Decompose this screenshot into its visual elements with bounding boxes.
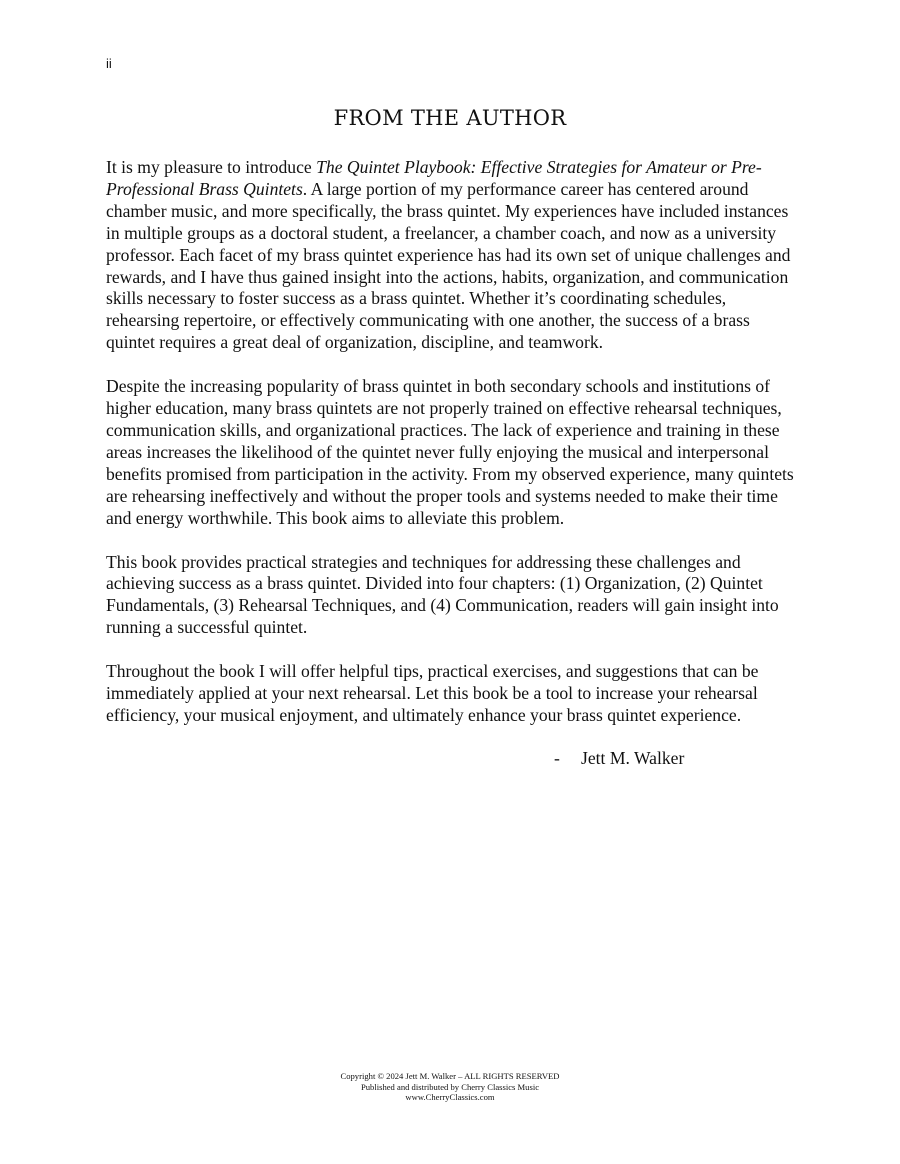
page-number: ii <box>106 56 112 71</box>
body-text <box>106 157 798 749</box>
paragraph-chapters: This book provides practical strategies and techniques for addressing these challenges and achieving success as a brass quintet. Divided into four chapters: (1) Organization, (2) Quintet Fundamentals, (3) Rehearsal Techniques, and (4) Communication, readers will gain insight into running a successful quintet. <box>106 551 779 638</box>
paragraph-intro-rest: . A large portion of my performance career has centered around chamber music, and more specifically, the brass quintet. My experiences have included instances in multiple groups as a doctoral student, a freelancer, a chamber coach, and now as a university professor. Each facet of my brass quintet experience has had its own set of unique challenges and rewards, and I have thus gained insight into the actions, habits, organization, and communication skills necessary to foster success as a brass quintet. Whether it’s coordinating schedules, rehearsing repertoire, or effectively communicating with one another, the success of a brass quintet requires a great deal of organization, discipline, and teamwork. <box>106 178 791 353</box>
paragraph-problem: Despite the increasing popularity of brass quintet in both secondary schools and institutions of higher education, many brass quintets are not properly trained on effective rehearsal techniques, communication skills, and organizational practices. The lack of experience and training in these areas increases the likelihood of the quintet never fully enjoying the musical and interpersonal benefits promised from participation in the activity. From my observed experience, many quintets are rehearsing ineffectively and without the proper tools and systems needed to make their time and energy worthwhile. This book aims to alleviate this problem. <box>106 376 794 528</box>
copyright-footer <box>0 1071 900 1103</box>
page-title: FROM THE AUTHOR <box>333 106 567 130</box>
book-title: The Quintet Playbook: Effective Strategies for Amateur or Pre-Professional Brass Quintets <box>106 157 762 199</box>
paragraph-closing: Throughout the book I will offer helpful tips, practical exercises, and suggestions that can be immediately applied at your next rehearsal. Let this book be a tool to increase your rehearsal efficiency, your musical enjoyment, and ultimately enhance your brass quintet experience. <box>106 661 759 725</box>
paragraph-intro-lead: It is my pleasure to introduce <box>106 157 317 177</box>
copyright-line: Copyright © 2024 Jett M. Walker – ALL RIGHTS RESERVED <box>340 1071 560 1081</box>
paragraph-intro <box>106 157 798 354</box>
publisher-line: Published and distributed by Cherry Classics Music <box>360 1081 540 1092</box>
author-signature <box>554 747 684 769</box>
signature-dash: - <box>554 748 560 768</box>
author-name: Jett M. Walker <box>581 748 685 768</box>
website-line: www.CherryClassics.com <box>405 1092 495 1103</box>
